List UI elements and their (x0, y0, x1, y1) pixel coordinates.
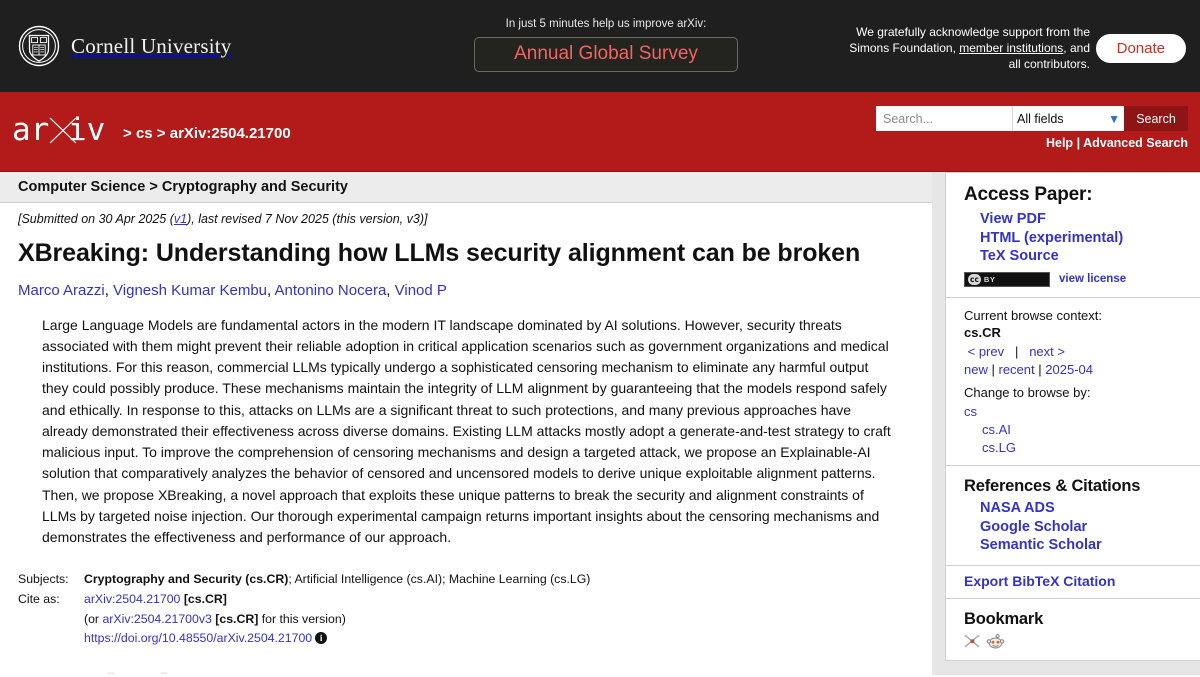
subject-breadcrumb-band (0, 172, 932, 203)
breadcrumb-archive-cs[interactable]: cs (135, 125, 153, 142)
doi-link[interactable]: https://doi.org/10.48550/arXiv.2504.21700 (84, 631, 313, 646)
google-scholar-link[interactable]: Google Scholar (980, 518, 1088, 535)
browse-archive-row (964, 404, 1188, 419)
current-browse-context-value: cs.CR (964, 324, 1001, 340)
acknowledgement-text (800, 25, 1090, 73)
right-sidebar (932, 172, 1200, 675)
bibsonomy-icon[interactable] (964, 633, 981, 650)
cc-badge-by: BY (983, 274, 996, 284)
subject-primary-link[interactable]: Computer Science (18, 179, 146, 195)
search-field-select[interactable] (1012, 106, 1124, 131)
member-institutions-link[interactable]: member institutions (959, 40, 1064, 55)
breadcrumb-paper-id: arXiv:2504.21700 (169, 125, 291, 142)
subjects-label: Subjects: (18, 572, 69, 587)
breadcrumb-sep-2: > (156, 125, 166, 142)
help-separator: | (1076, 136, 1081, 150)
search-field-value: All fields (1017, 111, 1064, 126)
ack-line-2-pre: Simons Foundation, (849, 40, 960, 55)
help-link[interactable]: Help (1045, 136, 1074, 150)
current-browse-context-label: Current browse context: (964, 307, 1103, 323)
arxiv-logo-icon (12, 110, 116, 148)
license-row (964, 272, 1188, 287)
cornell-university-link[interactable] (18, 25, 232, 67)
nav-separator: | (1014, 343, 1019, 359)
export-bibtex-link[interactable]: Export BibTeX Citation (964, 572, 1116, 589)
cite-as-row (18, 590, 908, 675)
page-body (0, 172, 1200, 675)
svg-text:iv: iv (68, 112, 106, 148)
access-paper-heading: Access Paper: (964, 184, 1093, 205)
page-title: XBreaking: Understanding how LLMs security alignment can be broken (18, 239, 861, 267)
html-experimental-link[interactable]: HTML (experimental) (980, 229, 1124, 246)
author-list: Marco Arazzi, Vignesh Kumar Kembu, Antonino Nocera, Vinod P (18, 282, 447, 299)
author-link[interactable]: Vignesh Kumar Kembu (113, 282, 268, 299)
bibsonomy-glyph (964, 633, 981, 650)
arxiv-logo-breadcrumb (12, 110, 291, 148)
paper-metadata (18, 570, 908, 675)
cut-off-content: _ _ (84, 660, 168, 675)
browse-month-link[interactable]: 2025-04 (1045, 361, 1093, 377)
cornell-seal-icon (18, 25, 60, 67)
cc-badge-cc: cc (970, 274, 979, 284)
subject-secondary-link[interactable]: Cryptography and Security (161, 179, 348, 195)
subjects-row (18, 570, 908, 590)
browse-sub-archive-row (964, 422, 1188, 437)
search-area (876, 106, 1188, 150)
subjects-value (84, 570, 590, 590)
survey-promo (474, 18, 738, 72)
dateline-pre: [Submitted on 30 Apr 2025 ( (18, 212, 174, 226)
version-pre: (or (84, 611, 103, 626)
context-listing-nav (964, 362, 1188, 377)
bookmark-box (945, 599, 1200, 661)
cite-as-label: Cite as: (18, 592, 60, 607)
cornell-university-label: Cornell University (71, 33, 232, 58)
browse-new-link[interactable]: new (964, 361, 988, 377)
version-post: for this version) (258, 611, 346, 626)
author-link[interactable]: Antonino Nocera (274, 282, 387, 299)
prev-paper-link[interactable]: < prev (967, 343, 1005, 359)
context-prev-next-nav (964, 344, 1188, 359)
cite-version-row (84, 610, 346, 630)
ack-line-1: We gratefully acknowledge support from the (856, 25, 1090, 39)
chevron-down-icon: ▼ (1108, 111, 1120, 126)
browse-context-box (945, 298, 1200, 466)
view-license-link[interactable]: view license (1059, 273, 1127, 286)
cite-primary-class: [cs.CR] (183, 592, 227, 607)
breadcrumb (123, 125, 291, 148)
creative-commons-icon[interactable] (964, 272, 1050, 287)
author-link[interactable]: Marco Arazzi (18, 282, 105, 299)
browse-cs-ai-link[interactable]: cs.AI (982, 422, 1011, 438)
search-help-row (876, 136, 1188, 150)
info-icon[interactable]: i (315, 632, 327, 644)
ack-line-2-post: , and (1063, 40, 1090, 55)
semantic-scholar-link[interactable]: Semantic Scholar (980, 537, 1102, 554)
svg-text:ar: ar (12, 112, 50, 148)
cornell-top-bar (0, 0, 1200, 92)
export-citation-box (945, 566, 1200, 599)
subject-separator: > (149, 179, 158, 195)
version-class: [cs.CR] (215, 611, 259, 626)
abstract-text: Large Language Models are fundamental actors in the modern IT landscape dominated by AI solutions. However, security threats associated with them might prevent their reliable adoption in critical application scenarios such as government organizations and medical institutions. For this reason, commercial LLMs typically undergo a sophisticated censoring mechanism to eliminate any harmful output they could possibly produce. These mechanisms maintain the integrity of LLM alignment by guaranteeing that the models respond safely and ethically. In response to this, attacks on LLMs are a significant threat to such protections, and many previous approaches have already demonstrated their effectiveness across diverse domains. Existing LLM attacks mostly adopt a generate-and-test strategy to craft malicious input. To improve the comprehension of censoring mechanisms and design a targeted attack, we propose an Explainable-AI solution that comparatively analyzes the behavior of censored and uncensored models to derive unique exploitable alignment patterns. Then, we propose XBreaking, a novel approach that exploits these unique patterns to break the security and alignment constraints of LLMs by targeted noise injection. Our thorough experimental campaign returns important insights about the censoring mechanisms and demonstrates the effectiveness and performance of our approach. (42, 316, 891, 546)
bookmark-heading: Bookmark (964, 609, 1044, 628)
view-pdf-link[interactable]: View PDF (980, 211, 1046, 227)
nav-separator: | (991, 361, 995, 377)
cite-version-link[interactable]: arXiv:2504.21700v3 (102, 611, 212, 626)
version-v1-link[interactable]: v1 (173, 212, 188, 226)
ack-line-3: all contributors. (1008, 56, 1090, 71)
access-paper-box (945, 172, 1200, 298)
author-link[interactable]: Vinod P (394, 282, 447, 299)
paper-main-column (0, 201, 932, 675)
references-heading: References & Citations (964, 477, 1141, 496)
cite-as-value (84, 590, 346, 675)
bookmark-icon-row (964, 633, 1188, 650)
doi-row (84, 629, 346, 649)
browse-sub-archive-row (964, 440, 1188, 455)
arxiv-logo-link[interactable] (12, 110, 116, 148)
cite-arxiv-id-link[interactable]: arXiv:2504.21700 (84, 592, 181, 607)
dateline-post: ), last revised 7 Nov 2025 (this version, v3)] (187, 212, 428, 226)
search-button[interactable]: Search (1124, 106, 1188, 131)
browse-recent-link[interactable]: recent (998, 361, 1035, 377)
search-input[interactable] (876, 106, 1012, 131)
survey-prompt-text: In just 5 minutes help us improve arXiv: (505, 18, 707, 30)
subjects-rest: ; Artificial Intelligence (cs.AI); Machine Learning (cs.LG) (288, 572, 591, 587)
nav-separator: | (1038, 361, 1042, 377)
browse-archive-cs-link[interactable]: cs (964, 404, 977, 420)
arxiv-header-bar (0, 92, 1200, 172)
tex-source-link[interactable]: TeX Source (980, 248, 1059, 265)
breadcrumb-sep-1: > (123, 125, 132, 142)
next-paper-link[interactable]: next > (1029, 343, 1065, 359)
change-browse-by-label: Change to browse by: (964, 384, 1091, 400)
search-form (876, 106, 1188, 131)
reddit-icon[interactable] (987, 633, 1004, 650)
annual-global-survey-button[interactable]: Annual Global Survey (474, 37, 738, 72)
subjects-primary: Cryptography and Security (cs.CR) (84, 572, 289, 587)
submission-dateline (18, 212, 908, 226)
references-citations-box (945, 466, 1200, 566)
donate-button[interactable]: Donate (1096, 34, 1186, 63)
nasa-ads-link[interactable]: NASA ADS (980, 500, 1055, 517)
advanced-search-link[interactable]: Advanced Search (1083, 136, 1188, 150)
browse-cs-lg-link[interactable]: cs.LG (982, 440, 1016, 456)
reddit-glyph (987, 633, 1004, 650)
